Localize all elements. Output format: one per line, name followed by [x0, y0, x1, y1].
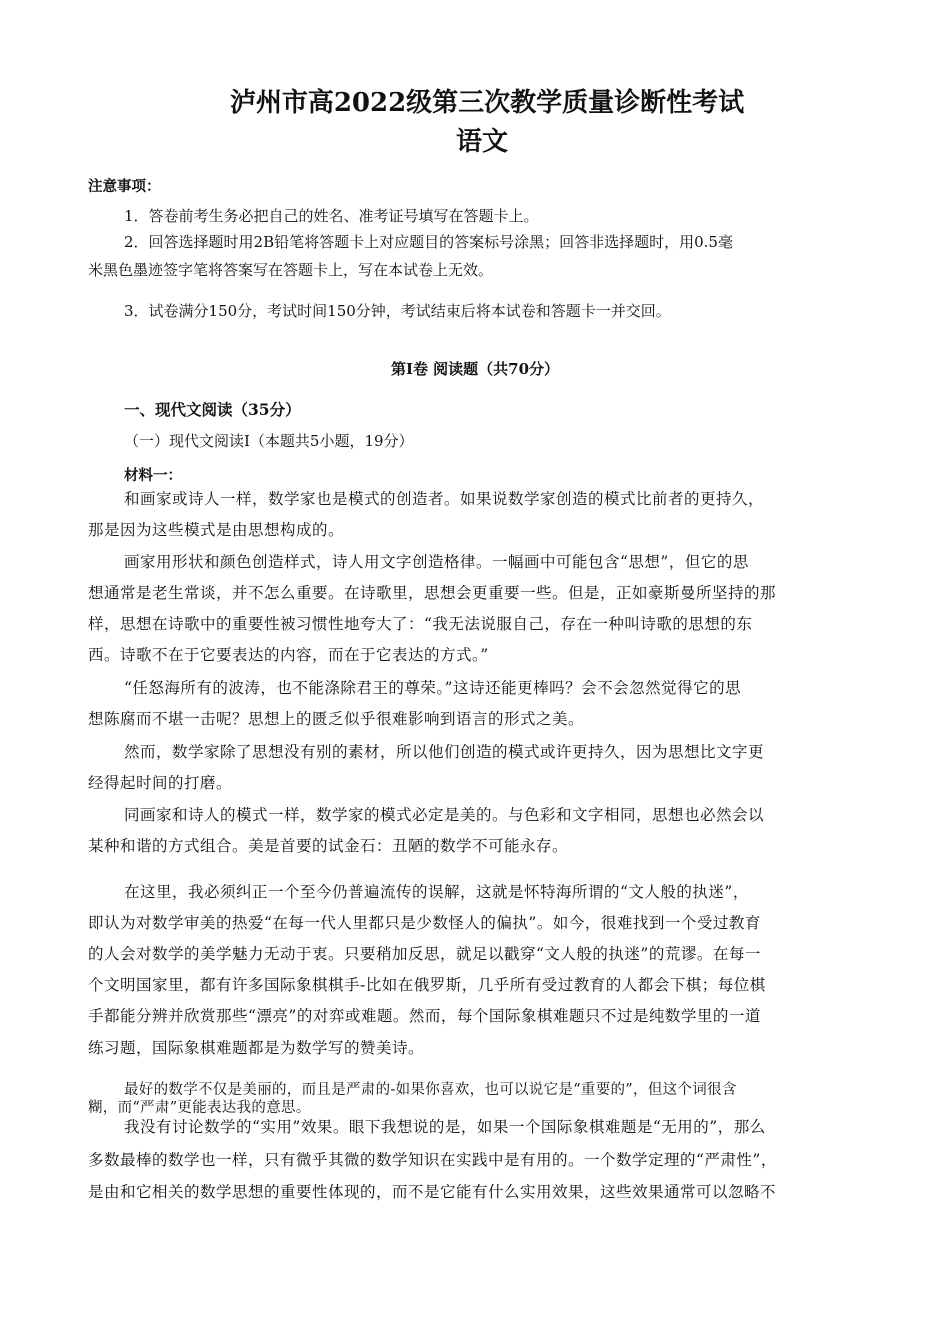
body-line-21: 我没有讨论数学的“实用”效果。眼下我想说的是，如果一个国际象棋难题是“无用的”，那么 [124, 1118, 766, 1136]
body-line-4: 想通常是老生常谈，并不怎么重要。在诗歌里，思想会更重要一些。但是，正如豪斯曼所坚持的那 [88, 584, 777, 602]
body-line-1: 和画家或诗人一样，数学家也是模式的创造者。如果说数学家创造的模式比前者的更持久， [124, 490, 765, 508]
notice-line-3: 米黑色墨迹签字笔将答案写在答题卡上，写在本试卷上无效。 [88, 261, 494, 279]
body-line-11: 同画家和诗人的模式一样，数学家的模式必定是美的。与色彩和文字相同，思想也必然会以 [124, 806, 765, 824]
body-line-18: 练习题，国际象棋难题都是为数学写的赞美诗。 [88, 1039, 425, 1057]
notice-line-4: 3．试卷满分150分，考试时间150分钟，考试结束后将本试卷和答题卡一并交回。 [124, 302, 671, 320]
notice-line-2: 2．回答选择题时用2B铅笔将答题卡上对应题目的答案标号涂黑；回答非选择题时，用0.5毫 [124, 233, 733, 251]
body-line-6: 西。诗歌不在于它要表达的内容，而在于它表达的方式。” [88, 646, 489, 664]
body-line-16: 个文明国家里，都有许多国际象棋棋手-比如在俄罗斯，几乎所有受过教育的人都会下棋；每位棋 [88, 976, 766, 994]
body-line-7: “任怒海所有的波涛，也不能涤除君王的尊荣。”这诗还能更棒吗？会不会忽然觉得它的思 [124, 679, 742, 697]
section-title: 第I卷 阅读题（共70分） [390, 360, 560, 378]
body-line-9: 然而，数学家除了思想没有别的素材，所以他们创造的模式或许更持久，因为思想比文字更 [124, 743, 765, 761]
material-label: 材料一： [124, 467, 182, 484]
sub-heading: （一）现代文阅读I（本题共5小题，19分） [124, 432, 414, 450]
body-line-8: 想陈腐而不堪一击呢？思想上的匮乏似乎很难影响到语言的形式之美。 [88, 710, 585, 728]
body-line-12: 某种和谐的方式组合。美是首要的试金石：丑陋的数学不可能永存。 [88, 837, 569, 855]
exam-title: 泸州市高2022级第三次教学质量诊断性考试 [229, 88, 745, 118]
body-line-14: 即认为对数学审美的热爱“在每一代人里都只是少数怪人的偏执”。如今，很难找到一个受过教育 [88, 914, 761, 932]
notice-line-1: 1．答卷前考生务必把自己的姓名、准考证号填写在答题卡上。 [124, 207, 539, 225]
notice-heading: 注意事项： [88, 178, 161, 195]
subject-title: 语文 [455, 127, 508, 157]
body-line-3: 画家用形状和颜色创造样式，诗人用文字创造格律。一幅画中可能包含“思想”，但它的思 [124, 553, 749, 571]
body-line-22: 多数最棒的数学也一样，只有微乎其微的数学知识在实践中是有用的。一个数学定理的“严肃性”， [88, 1151, 777, 1169]
body-line-2: 那是因为这些模式是由思想构成的。 [88, 521, 345, 539]
body-line-17: 手都能分辨并欣赏那些“漂亮”的对弈或难题。然而，每个国际象棋难题只不过是纯数学里的一道 [88, 1007, 761, 1025]
body-line-13: 在这里，我必须纠正一个至今仍普遍流传的误解，这就是怀特海所谓的“文人般的执迷”， [124, 883, 749, 901]
part-heading: 一、现代文阅读（35分） [124, 400, 301, 419]
body-line-23: 是由和它相关的数学思想的重要性体现的，而不是它能有什么实用效果，这些效果通常可以忽略不 [88, 1183, 777, 1201]
body-line-15: 的人会对数学的美学魅力无动于衷。只要稍加反思，就足以戳穿“文人般的执迷”的荒谬。在每一 [88, 945, 761, 963]
body-line-10: 经得起时间的打磨。 [88, 774, 233, 792]
body-line-20: 糊，而“严肃”更能表达我的意思。 [88, 1100, 311, 1116]
body-line-5: 样，思想在诗歌中的重要性被习惯性地夸大了：“我无法说服自己，存在一种叫诗歌的思想的东 [88, 615, 753, 633]
body-line-19: 最好的数学不仅是美丽的，而且是严肃的-如果你喜欢，也可以说它是“重要的”，但这个词很含 [124, 1082, 737, 1098]
